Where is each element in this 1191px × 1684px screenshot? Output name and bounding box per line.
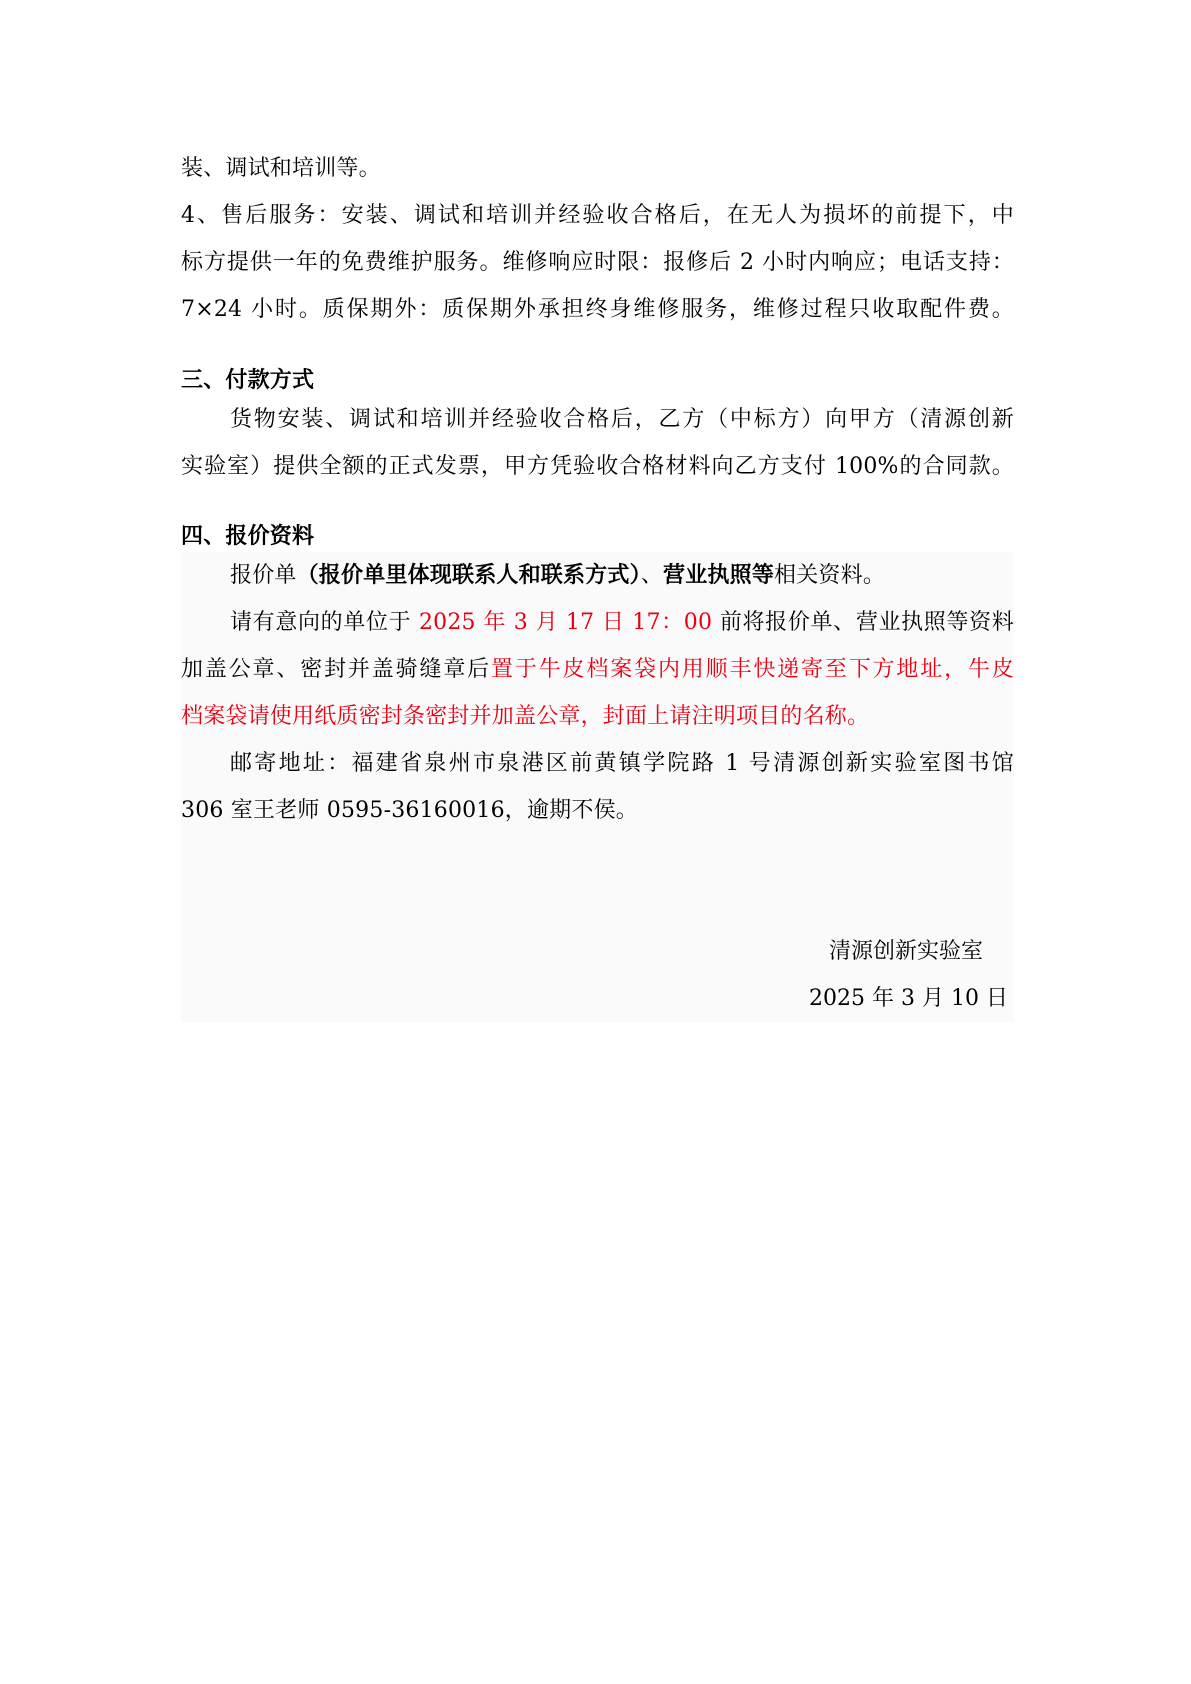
quote-para2-line1 — [230, 608, 1014, 638]
services-line-1: 装、调试和培训等。 — [181, 156, 381, 181]
quote-heading: 四、报价资料 — [181, 524, 315, 549]
mailing-address-line-1: 邮寄地址：福建省泉州市泉港区前黄镇学院路 1 号清源创新实验室图书馆 — [230, 751, 1014, 776]
payment-line-1: 货物安装、调试和培训并经验收合格后，乙方（中标方）向甲方（清源创新 — [230, 407, 1014, 432]
mailing-address-line-2: 306 室王老师 0595-36160016，逾期不侯。 — [181, 798, 638, 823]
quote-para1-bold-contact: （报价单里体现联系人和联系方式） — [296, 563, 641, 588]
payment-line-2: 实验室）提供全额的正式发票，甲方凭验收合格材料向乙方支付 100%的合同款。 — [181, 454, 1014, 479]
quote-para2-line1-part1: 请有意向的单位于 — [230, 610, 419, 635]
signature-org: 清源创新实验室 — [829, 939, 984, 964]
quote-para2-line1-part2: 前将报价单、营业执照等资料 — [712, 610, 1014, 635]
quote-para1-part5: 相关资料。 — [774, 563, 886, 588]
shipping-instruction-text: 置于牛皮档案袋内用顺丰快递寄至下方地址，牛皮 — [491, 657, 1014, 682]
quote-para2-line3: 档案袋请使用纸质密封条密封并加盖公章，封面上请注明项目的名称。 — [181, 704, 870, 729]
payment-heading: 三、付款方式 — [181, 368, 315, 393]
quote-para1-part1: 报价单 — [230, 563, 297, 588]
quote-para2-line2-part1: 加盖公章、密封并盖骑缝章后 — [181, 657, 492, 682]
quote-para1-part3: 、 — [640, 563, 664, 588]
quote-para1-bold-license: 营业执照等 — [663, 563, 775, 588]
services-line-3: 标方提供一年的免费维护服务。维修响应时限：报修后 2 小时内响应；电话支持： — [181, 250, 1014, 275]
deadline-text: 2025 年 3 月 17 日 17：00 — [418, 610, 713, 635]
signature-date: 2025 年 3 月 10 日 — [809, 986, 1008, 1011]
quote-para2-line2 — [181, 655, 1014, 685]
quote-para1 — [230, 561, 885, 591]
services-line-4: 7×24 小时。质保期外：质保期外承担终身维修服务，维修过程只收取配件费。 — [181, 297, 1014, 322]
services-line-2: 4、售后服务：安装、调试和培训并经验收合格后，在无人为损坏的前提下，中 — [181, 203, 1014, 228]
